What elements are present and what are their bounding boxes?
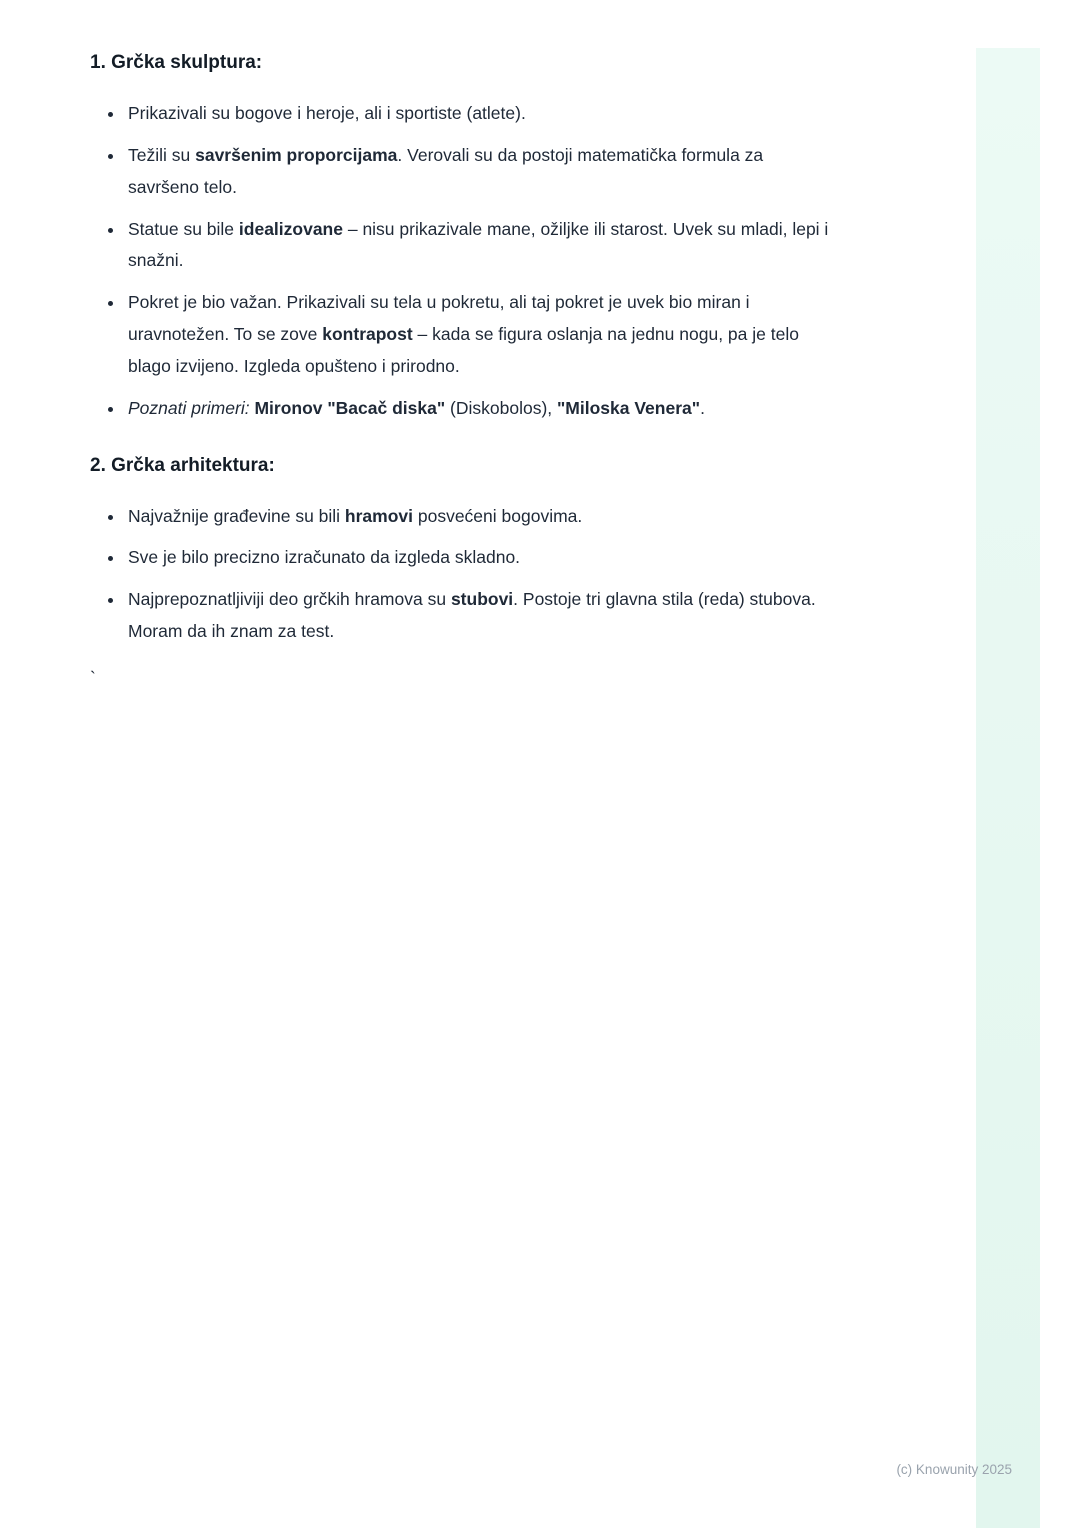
bullet-item bbox=[125, 501, 838, 533]
bullet-item bbox=[125, 287, 838, 383]
bullet-list bbox=[90, 501, 838, 648]
bullet-item bbox=[125, 584, 838, 648]
section-heading: 2. Grčka arhitektura: bbox=[90, 454, 275, 476]
text-segment: idealizovane bbox=[238, 218, 343, 239]
stray-backtick: ` bbox=[90, 667, 96, 688]
text-segment: Najvažnije građevine su bili bbox=[128, 505, 345, 526]
text-segment: – nisu prikazivale mane, ožiljke ili starost. Uvek su mladi, lepi i snažni. bbox=[128, 218, 829, 271]
bullet-item bbox=[125, 140, 838, 204]
text-segment: kontrapost bbox=[322, 324, 413, 345]
document-content bbox=[90, 52, 838, 689]
text-segment: Statue su bile bbox=[128, 218, 239, 239]
page-edge-accent bbox=[976, 48, 1040, 1528]
text-segment: hramovi bbox=[344, 505, 413, 526]
sections-container bbox=[90, 52, 838, 648]
text-segment: Sve je bilo precizno izračunato da izgleda skladno. bbox=[128, 547, 521, 568]
bullet-item bbox=[125, 98, 838, 130]
text-segment: Najprepoznatljiviji deo grčkih hramova su bbox=[128, 589, 451, 610]
text-segment: stubovi bbox=[450, 589, 514, 610]
bullet-item bbox=[125, 542, 838, 574]
footer-watermark: (c) Knowunity 2025 bbox=[896, 1462, 1012, 1477]
text-segment: Prikazivali su bogove i heroje, ali i sportiste (atlete). bbox=[128, 103, 526, 123]
text-segment: . bbox=[700, 397, 705, 418]
bullet-list bbox=[90, 98, 838, 425]
text-segment: posvećeni bogovima. bbox=[413, 505, 583, 526]
text-segment: Pokret je bio važan. Prikazivali su tela u pokretu, ali taj pokret je uvek bio miran i uravnotežen. To se zove bbox=[128, 292, 750, 345]
text-segment: Težili su bbox=[128, 144, 196, 165]
text-segment: (Diskobolos), bbox=[445, 397, 557, 418]
text-segment: "Miloska Venera" bbox=[557, 397, 701, 418]
section-heading: 1. Grčka skulptura: bbox=[90, 52, 263, 73]
text-segment: – kada se figura oslanja na jednu nogu, pa je telo blago izvijeno. Izgleda opušteno i prirodno. bbox=[128, 324, 799, 376]
text-segment: savršenim proporcijama bbox=[195, 144, 398, 165]
text-segment: . Verovali su da postoji matematička formula za savršeno telo. bbox=[128, 144, 764, 197]
text-segment: . Postoje tri glavna stila (reda) stubova. Moram da ih znam za test. bbox=[128, 589, 816, 642]
bullet-item bbox=[125, 214, 838, 278]
bullet-item bbox=[125, 393, 838, 425]
text-segment: Mironov "Bacač diska" bbox=[254, 397, 446, 418]
text-segment: Poznati primeri: bbox=[128, 397, 250, 418]
